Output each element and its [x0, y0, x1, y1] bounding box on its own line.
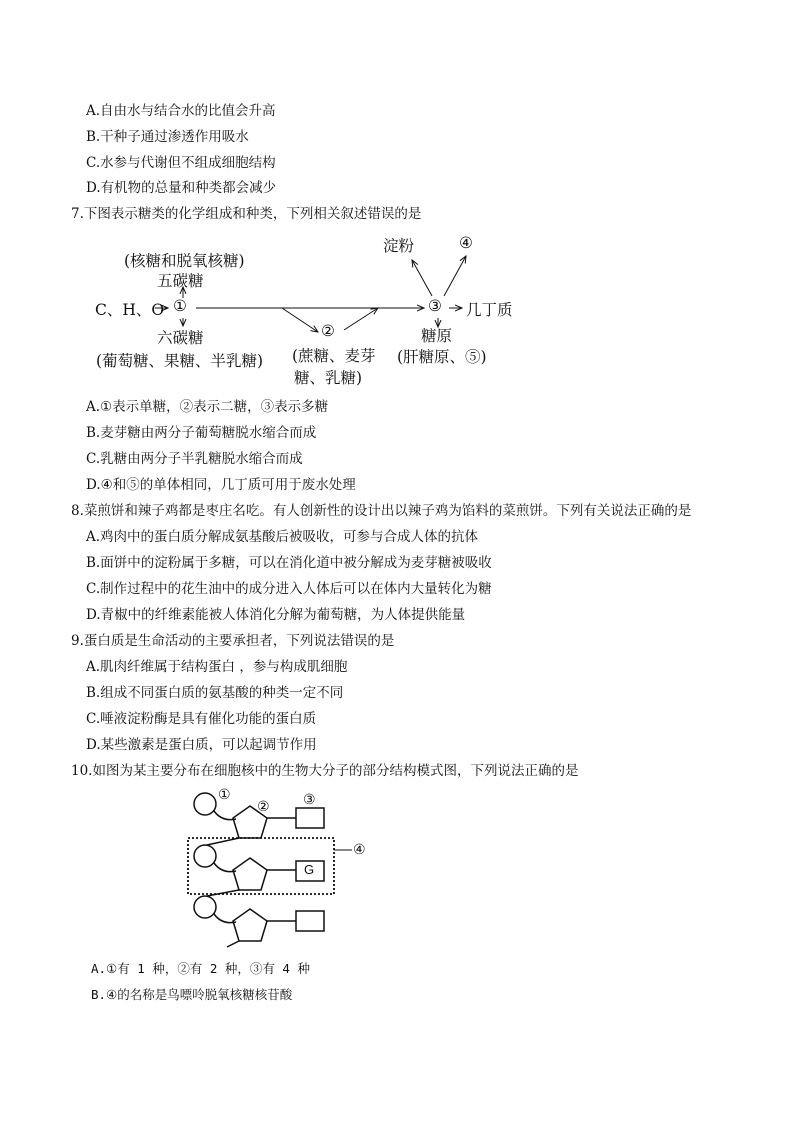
chitin-label: 几丁质	[466, 301, 513, 319]
q10-label-2: ②	[257, 799, 270, 815]
q10-option-b: B.④的名称是鸟嘌呤脱氧核糖核苷酸	[91, 987, 293, 1002]
q7-option-a: A.①表示单糖，②表示二糖，③表示多糖	[86, 399, 329, 415]
q8-option-d: D.青椒中的纤维素能被人体消化分解为葡萄糖，为人体提供能量	[86, 607, 466, 623]
node-4: ④	[459, 234, 473, 252]
elements-label: C、H、O	[95, 301, 165, 319]
disaccharide-group-line2: 糖、乳糖)	[294, 369, 363, 387]
disaccharide-group-line1: (蔗糖、麦芽	[292, 347, 376, 365]
q6-option-b: B.干种子通过渗透作用吸水	[86, 129, 249, 145]
q7-option-b: B.麦芽糖由两分子葡萄糖脱水缩合而成	[86, 425, 317, 441]
q10-stem: 10.如图为某主要分布在细胞核中的生物大分子的部分结构模式图，下列说法正确的是	[71, 763, 579, 779]
hexose-group-label: (葡萄糖、果糖、半乳糖)	[96, 352, 264, 370]
q6-option-d: D.有机物的总量和种类都会减少	[86, 180, 277, 196]
pentose-group-label: (核糖和脱氧核糖)	[124, 252, 245, 270]
q10-option-a: A.①有 1 种，②有 2 种，③有 4 种	[91, 961, 310, 976]
q7-stem: 7.下图表示糖类的化学组成和种类，下列相关叙述错误的是	[71, 206, 422, 222]
q6-option-c: C.水参与代谢但不组成细胞结构	[86, 155, 276, 171]
starch-label: 淀粉	[383, 237, 415, 255]
glycogen-label: 糖原	[421, 327, 453, 345]
q9-option-d: D.某些激素是蛋白质，可以起调节作用	[86, 737, 317, 753]
phosphate-circle-2	[194, 845, 216, 867]
q8-option-c: C.制作过程中的花生油中的成分进入人体后可以在体内大量转化为糖	[86, 581, 492, 597]
q9-option-b: B.组成不同蛋白质的氨基酸的种类一定不同	[86, 685, 344, 701]
q9-stem: 9.蛋白质是生命活动的主要承担者，下列说法错误的是	[71, 633, 395, 649]
sugar-pentagon-2	[233, 858, 267, 890]
glycogen-group-label: (肝糖原、⑤)	[397, 348, 487, 366]
q7-option-c: C.乳糖由两分子半乳糖脱水缩合而成	[86, 451, 303, 467]
q8-option-b: B.面饼中的淀粉属于多糖，可以在消化道中被分解成为麦芽糖被吸收	[86, 555, 492, 571]
q6-option-a: A.自由水与结合水的比值会升高	[86, 103, 276, 119]
q7-option-d: D.④和⑤的单体相同，几丁质可用于废水处理	[86, 477, 356, 493]
node-1: ①	[173, 297, 187, 315]
phosphate-circle-3	[194, 896, 216, 918]
q10-label-3: ③	[303, 792, 316, 808]
base-box-3	[296, 911, 324, 931]
node-2: ②	[321, 322, 335, 340]
q9-option-c: C.唾液淀粉酶是具有催化功能的蛋白质	[86, 711, 317, 727]
sugar-pentagon-3	[233, 909, 267, 941]
phosphate-circle-1	[194, 793, 216, 815]
pentose-label: 五碳糖	[157, 272, 204, 290]
base-box-1	[296, 808, 324, 828]
node-3: ③	[428, 297, 442, 315]
hexose-label: 六碳糖	[157, 329, 204, 347]
q8-option-a: A.鸡肉中的蛋白质分解成氨基酸后被吸收，可参与合成人体的抗体	[86, 529, 479, 545]
q10-label-4: ④	[353, 842, 366, 858]
q8-stem: 8.菜煎饼和辣子鸡都是枣庄名吃。有人创新性的设计出以辣子鸡为馅料的菜煎饼。下列有关说法正确的是	[71, 503, 692, 519]
q10-label-1: ①	[218, 787, 231, 803]
q10-base-g: G	[304, 862, 315, 877]
q9-option-a: A.肌肉纤维属于结构蛋白 ，参与构成肌细胞	[86, 659, 348, 675]
